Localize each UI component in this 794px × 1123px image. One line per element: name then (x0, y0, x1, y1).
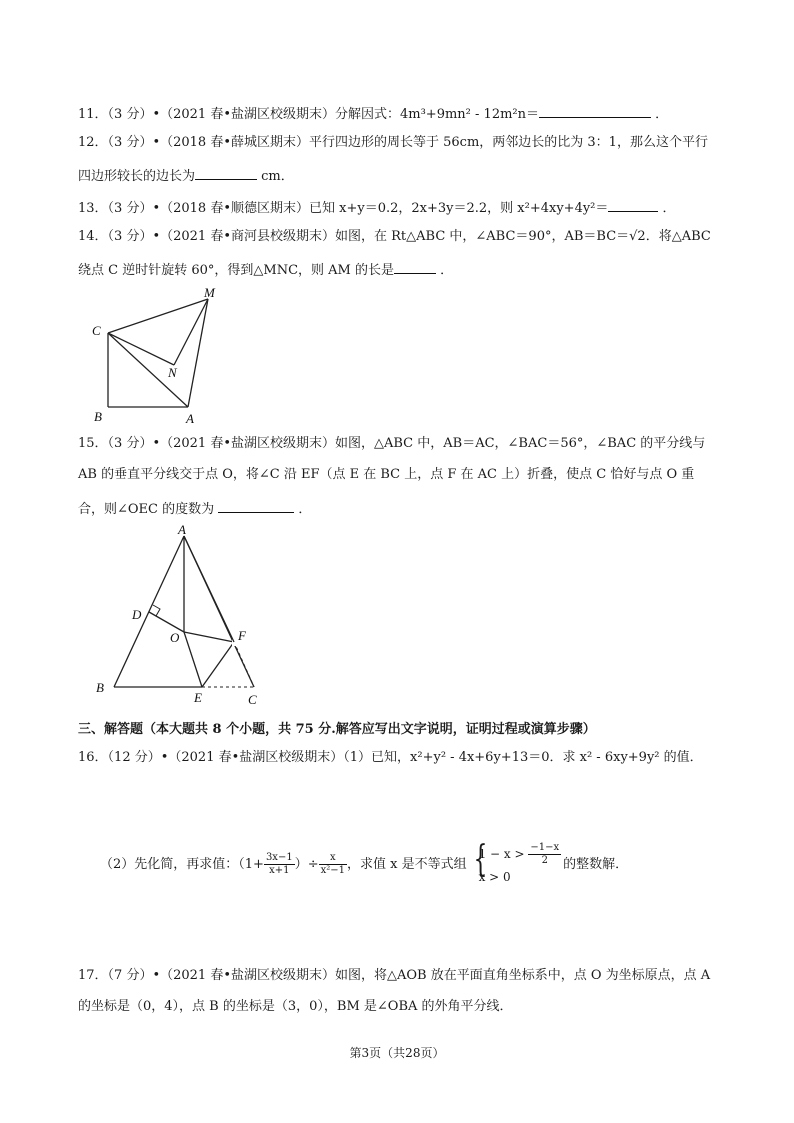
q11-end: ． (655, 107, 669, 122)
q13-end: ． (662, 201, 676, 216)
q14-edge-MA (188, 299, 208, 407)
q16-ineq1-fraction (528, 842, 561, 867)
q16-frac1-numerator: 3x−1 (265, 852, 293, 863)
q14-label-B: B (94, 409, 102, 424)
q16-ineq1-numerator: −1−x (530, 842, 560, 853)
q15-edge-AB (114, 536, 184, 687)
q15-label-F: F (238, 628, 246, 643)
q15-label-D: D (132, 607, 142, 622)
q15-edge-OF (184, 632, 234, 642)
q15-label-E: E (194, 690, 202, 705)
question-16-part1: 16．（12 分）•（2021 春•盐湖区校级期末）（1）已知，x²+y² - 4x+6y+13＝0．求 x² - 6xy+9y² 的值． (78, 750, 703, 765)
question-17-line1: 17．（7 分）•（2021 春•盐湖区校级期末）如图，将△AOB 放在平面直角坐标系中，点 O 为坐标原点，点 A (78, 968, 711, 983)
q15-line3-prefix: 合，则∠OEC 的度数为 (78, 502, 215, 517)
q15-edge-EF (202, 642, 234, 687)
q16-inequality-2: x > 0 (478, 870, 511, 884)
q16-part2-mid: ）÷ (294, 857, 319, 872)
q12-answer-blank (195, 165, 257, 180)
q11-expression: 4m³+9mn² - 12m²n＝ (400, 107, 539, 122)
q15-label-O: O (170, 630, 180, 645)
q15-edge-DO (149, 612, 184, 632)
q16-part2-end: 的整数解． (563, 857, 629, 872)
q15-label-A: A (178, 522, 186, 537)
q14-figure (80, 285, 240, 430)
page-footer: 第3页（共28页） (349, 1046, 445, 1060)
q11-prefix: 11．（3 分）•（2021 春•盐湖区校级期末）分解因式： (78, 107, 400, 122)
q15-edge-AF-upper (184, 536, 234, 642)
q13-answer-blank (608, 197, 658, 212)
q14-label-C: C (92, 323, 101, 338)
q13-text: 13．（3 分）•（2018 春•顺德区期末）已知 x+y＝0.2，2x+3y＝2.2，则 x²+4xy+4y²＝ (78, 201, 609, 216)
q12-line2-prefix: 四边形较长的边长为 (78, 169, 196, 184)
question-13 (78, 197, 676, 218)
q16-ineq1-left: 1 − x > (478, 847, 525, 861)
q16-fraction-2 (319, 852, 347, 877)
question-16-part2 (100, 839, 629, 887)
section-3-heading: 三、解答题（本大题共 8 个小题，共 75 分.解答应写出文字说明，证明过程或演算步骤） (78, 722, 596, 737)
q15-edge-OE (184, 632, 202, 687)
question-14-line2 (78, 259, 453, 280)
question-12-line2 (78, 165, 294, 186)
q14-label-N: N (168, 365, 177, 380)
question-11 (78, 103, 668, 124)
q14-edge-CN (108, 333, 174, 365)
q15-label-B: B (96, 680, 104, 695)
q14-end: ． (440, 263, 454, 278)
q16-frac2-numerator: x (319, 852, 347, 865)
q16-brace: { (473, 839, 487, 880)
q16-frac2-denominator: x²−1 (320, 865, 345, 876)
q14-label-M: M (204, 285, 215, 300)
q16-ineq1-denominator: 2 (541, 855, 548, 866)
q16-inequality-system (469, 839, 562, 887)
q11-answer-blank (539, 103, 651, 118)
q16-inequality-1 (479, 842, 562, 867)
question-12-line1: 12．（3 分）•（2018 春•薛城区期末）平行四边形的周长等于 56cm，两邻边长的比为 3：1，那么这个平行 (78, 135, 708, 150)
question-17-line2: 的坐标是（0，4），点 B 的坐标是（3，0），BM 是∠OBA 的外角平分线． (78, 999, 513, 1014)
q14-label-A: A (186, 411, 194, 426)
q14-answer-blank (394, 259, 436, 274)
question-15-line2: AB 的垂直平分线交于点 O，将∠C 沿 EF（点 E 在 BC 上，点 F 在 AC 上）折叠，使点 C 恰好与点 O 重 (78, 467, 695, 482)
q15-end: ． (298, 502, 312, 517)
question-15-line1: 15．（3 分）•（2021 春•盐湖区校级期末）如图，△ABC 中，AB＝AC，∠BAC＝56°，∠BAC 的平分线与 (78, 436, 706, 451)
q16-frac1-denominator: x+1 (269, 865, 290, 876)
question-14-line1: 14．（3 分）•（2021 春•商河县校级期末）如图，在 Rt△ABC 中，∠ABC＝90°，AB＝BC＝√2．将△ABC (78, 229, 711, 244)
q14-line2-prefix: 绕点 C 逆时针旋转 60°，得到△MNC，则 AM 的长是 (78, 263, 394, 278)
q12-unit: cm． (261, 169, 294, 184)
question-15-line3 (78, 498, 311, 519)
q16-part2-mid2: ，求值 x 是不等式组 (346, 857, 467, 872)
q15-label-C: C (248, 692, 257, 707)
q15-answer-blank (218, 498, 294, 513)
q15-figure (90, 522, 280, 710)
q16-fraction-1 (264, 852, 295, 877)
q16-part2-prefix: （2）先化简，再求值：（1+ (100, 857, 264, 872)
